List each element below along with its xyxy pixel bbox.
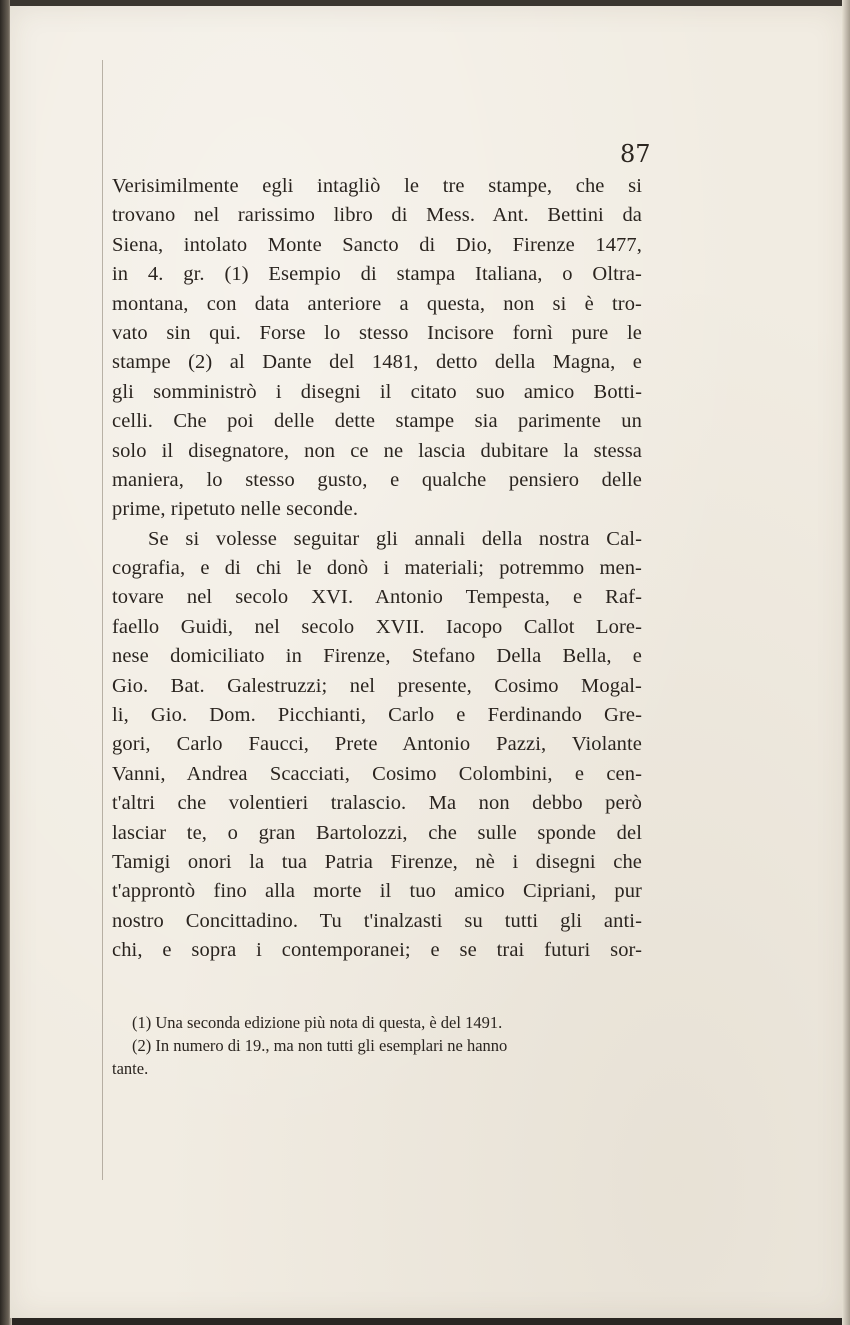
text-line: lasciar te, o gran Bartolozzi, che sulle sponde del — [112, 821, 642, 844]
text-line: Siena, intolato Monte Sancto di Dio, Firenze 1477, — [112, 233, 642, 256]
text-line: prime, ripetuto nelle seconde. — [112, 498, 359, 521]
text-line: Verisimilmente egli intagliò le tre stampe, che si — [112, 175, 642, 197]
text-line: Vanni, Andrea Scacciati, Cosimo Colombini, e cen- — [112, 762, 642, 785]
text-line: chi, e sopra i contemporanei; e se trai futuri sor- — [112, 939, 642, 962]
text-line: t'approntò fino alla morte il tuo amico Cipriani, pur — [112, 880, 642, 903]
text-line: Se si volesse seguitar gli annali della nostra Cal- — [148, 527, 642, 550]
text-line: vato sin qui. Forse lo stesso Incisore fornì pure le — [112, 321, 642, 344]
text-line: faello Guidi, nel secolo XVII. Iacopo Callot Lore- — [112, 615, 642, 638]
text-line: cografia, e di chi le donò i materiali; potremmo men- — [112, 557, 642, 580]
footnote-2: (2) In numero di 19., ma non tutti gli esemplari ne hanno — [132, 1036, 508, 1055]
text-line: gli somministrò i disegni il citato suo amico Botti- — [112, 380, 642, 403]
text-line: maniera, lo stesso gusto, e qualche pensiero delle — [112, 468, 642, 491]
text-line: solo il disegnatore, non ce ne lascia dubitare la stessa — [112, 439, 642, 462]
text-line: nese domiciliato in Firenze, Stefano Della Bella, e — [112, 645, 642, 668]
text-line: gori, Carlo Faucci, Prete Antonio Pazzi, Violante — [112, 733, 642, 756]
main-text-block — [112, 172, 642, 966]
text-line: li, Gio. Dom. Picchianti, Carlo e Ferdinando Gre- — [112, 704, 642, 727]
text-line: Tamigi onori la tua Patria Firenze, nè i disegni che — [112, 850, 642, 873]
footnotes — [112, 1011, 638, 1080]
page-number: 87 — [620, 140, 651, 168]
text-line: t'altri che volentieri tralascio. Ma non debbo però — [112, 792, 642, 815]
text-line: Gio. Bat. Galestruzzi; nel presente, Cosimo Mogal- — [112, 674, 642, 697]
footnote-1: (1) Una seconda edizione più nota di questa, è del 1491. — [132, 1013, 503, 1032]
footnote-2-continuation: tante. — [112, 1059, 149, 1078]
text-line: in 4. gr. (1) Esempio di stampa Italiana, o Oltra- — [112, 263, 642, 286]
text-line: montana, con data anteriore a questa, non si è tro- — [112, 292, 642, 315]
text-line: stampe (2) al Dante del 1481, detto della Magna, e — [112, 351, 642, 374]
paper-fold-line — [102, 60, 103, 1180]
text-line: trovano nel rarissimo libro di Mess. Ant. Bettini da — [112, 204, 642, 227]
text-line: celli. Che poi delle dette stampe sia parimente un — [112, 410, 642, 433]
text-line: nostro Concittadino. Tu t'inalzasti su tutti gli anti- — [112, 909, 642, 932]
text-line: tovare nel secolo XVI. Antonio Tempesta, e Raf- — [112, 586, 642, 609]
page-right-edge — [842, 0, 850, 1325]
